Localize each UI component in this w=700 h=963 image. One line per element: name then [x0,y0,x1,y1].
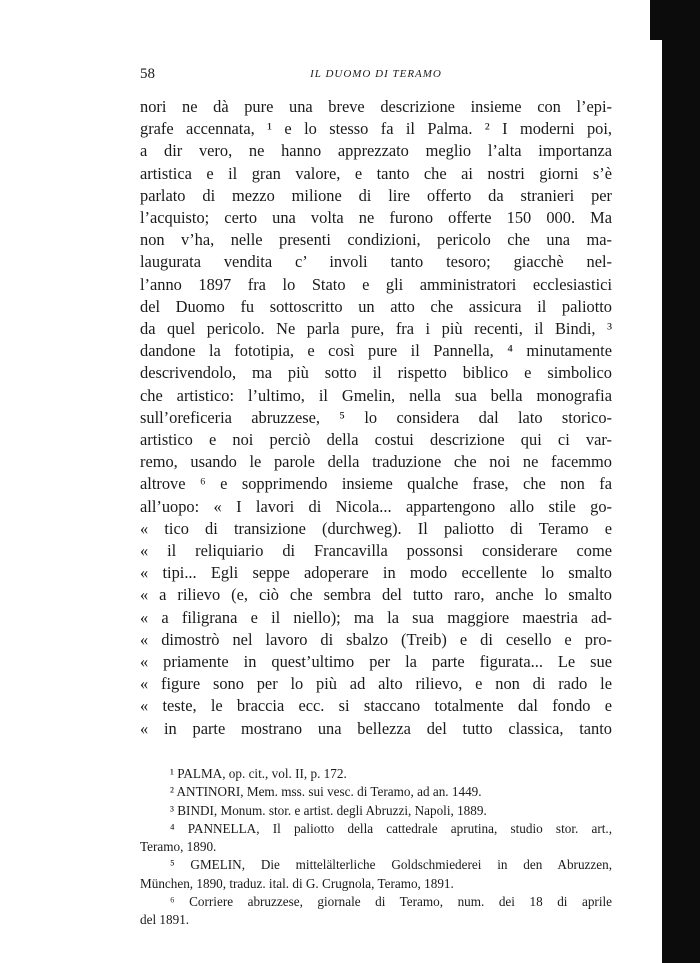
body-line: sull’oreficeria abruzzese, ⁵ lo considera dal lato storico- [140,407,612,427]
footnote-line: ³ BINDI, Monum. stor. e artist. degli Abruzzi, Napoli, 1889. [170,802,487,818]
body-line: « dimostrò nel lavoro di sbalzo (Treib) e di cesello e pro- [140,629,612,649]
body-line: laugurata vendita c’ involi tanto tesoro; giacchè nel- [140,252,612,272]
body-line: « a filigrana e il niello); ma la sua maggiore maestria ad- [140,607,612,627]
page-header [140,66,612,86]
body-line: che artistico: l’ultimo, il Gmelin, nella sua bella monografia [140,385,612,405]
body-line: nori ne dà pure una breve descrizione insieme con l’epi- [140,97,612,116]
body-line: da quel pericolo. Ne parla pure, fra i più recenti, il Bindi, ³ [140,319,612,339]
body-line: « tipi... Egli seppe adoperare in modo eccellente lo smalto [140,563,612,583]
body-line: dandone la fototipia, e così pure il Pannella, ⁴ minutamente [140,341,612,361]
running-head: IL DUOMO DI TERAMO [310,68,442,80]
body-line: « a rilievo (e, ciò che sembra del tutto raro, anche lo smalto [140,585,612,605]
body-line: l’acquisto; certo una volta ne furono offerte 150 000. Ma [140,208,612,228]
body-text [140,96,612,740]
page-number: 58 [140,66,155,82]
footnote-line: Teramo, 1890. [140,839,217,855]
body-line: a dir vero, ne hanno apprezzato meglio l’alta importanza [140,141,612,161]
body-line: non v’ha, nelle presenti condizioni, pericolo che una ma- [140,230,612,250]
body-line: grafe accennata, ¹ e lo stesso fa il Palma. ² I moderni poi, [140,119,612,139]
footnote-line: ⁶ Corriere abruzzese, giornale di Teramo, num. dei 18 di aprile [170,894,612,910]
body-line: del Duomo fu sottoscritto un atto che assicura il paliotto [140,296,612,316]
body-line: « priamente in quest’ultimo per la parte figurata... Le sue [140,652,612,672]
footnote-line: München, 1890, traduz. ital. di G. Crugnola, Teramo, 1891. [140,875,454,891]
body-line: « figure sono per lo più ad alto rilievo, e non di rado le [140,674,612,694]
body-line: « tico di transizione (durchweg). Il paliotto di Teramo e [140,518,612,538]
body-line: l’anno 1897 fra lo Stato e gli amministratori ecclesiastici [140,274,612,294]
footnote-line: ⁴ PANNELLA, Il paliotto della cattedrale aprutina, studio stor. art., [170,820,612,836]
body-line: all’uopo: « I lavori di Nicola... appartengono allo stile go- [140,496,612,516]
footnote-line: ¹ PALMA, op. cit., vol. II, p. 172. [170,766,347,781]
footnotes [140,765,612,930]
body-line: artistica e il gran valore, e tanto che ai nostri giorni s’è [140,163,612,183]
body-line: descrivendolo, ma più sotto il rispetto biblico e simbolico [140,363,612,383]
body-line: « teste, le braccia ecc. si staccano totalmente dal fondo e [140,696,612,716]
scan-dark-edge [662,0,700,963]
footnote-line: del 1891. [140,912,190,928]
body-line: « in parte mostrano una bellezza del tutto classica, tanto [140,718,612,738]
body-line: parlato di mezzo milione di lire offerto da stranieri per [140,185,612,205]
body-line: artistico e noi perciò della costui descrizione qui ci var- [140,430,612,450]
footnote-line: ² ANTINORI, Mem. mss. sui vesc. di Teramo, ad an. 1449. [170,784,482,800]
body-line: remo, usando le parole della traduzione che noi ne facemmo [140,452,612,472]
body-line: altrove ⁶ e sopprimendo insieme qualche frase, che non fa [140,474,612,494]
footnote-line: ⁵ GMELIN, Die mittelälterliche Goldschmiederei in den Abruzzen, [170,857,612,873]
body-line: « il reliquiario di Francavilla possonsi considerare come [140,541,612,561]
